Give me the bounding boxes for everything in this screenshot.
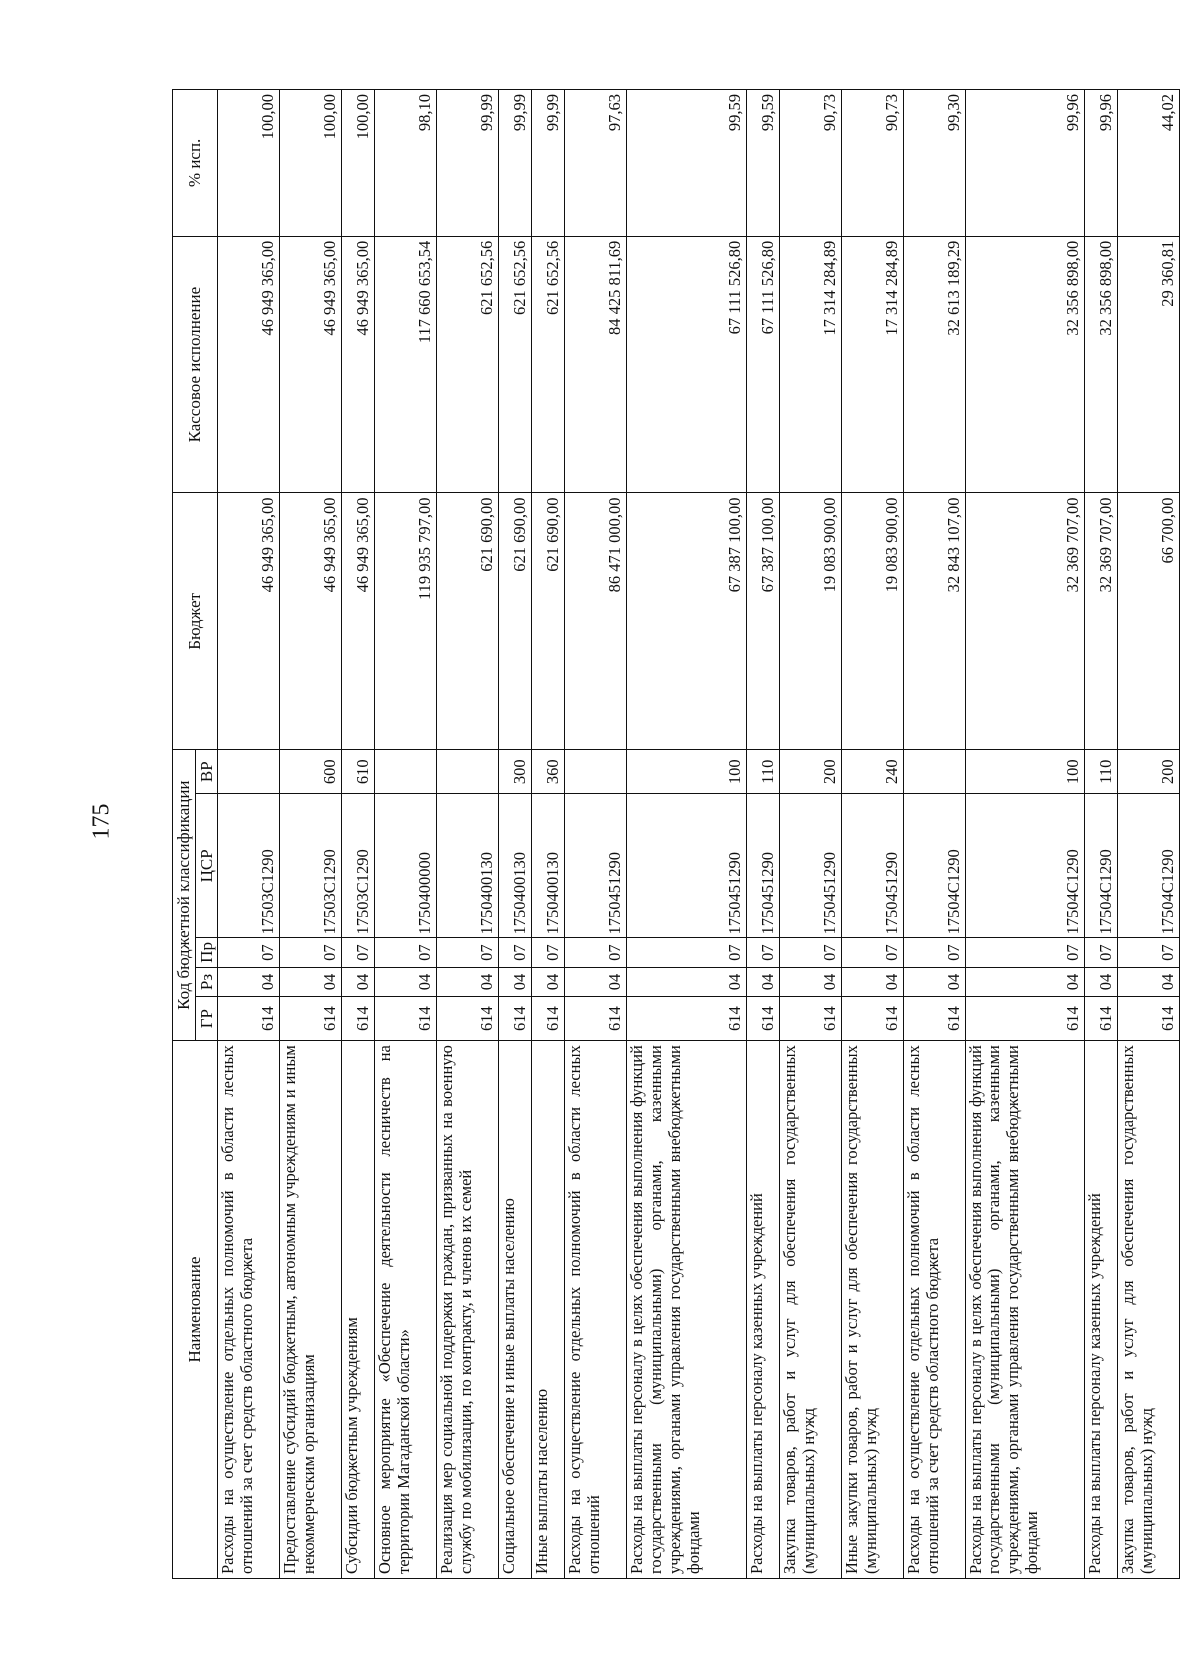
cell-pct: 90,73 (841, 90, 903, 237)
cell-cash: 46 949 365,00 (341, 236, 374, 493)
cell-rz: 04 (627, 967, 746, 996)
cell-pr: 07 (1118, 938, 1180, 967)
cell-rz: 04 (565, 967, 627, 996)
cell-cash: 117 660 653,54 (375, 236, 437, 493)
header-pct: % исп. (173, 90, 218, 237)
cell-cash: 67 111 526,80 (746, 236, 779, 493)
cell-pct: 100,00 (280, 90, 342, 237)
cell-gr: 614 (1084, 997, 1117, 1041)
cell-csr: 1750451290 (779, 794, 841, 938)
table-body (218, 90, 1180, 1579)
cell-budget: 46 949 365,00 (341, 493, 374, 750)
cell-cash: 46 949 365,00 (280, 236, 342, 493)
cell-rz: 04 (437, 967, 499, 996)
table-row (627, 90, 746, 1579)
cell-vr: 110 (1084, 750, 1117, 794)
cell-rz: 04 (903, 967, 965, 996)
cell-gr: 614 (841, 997, 903, 1041)
header-pr: Пр (195, 938, 218, 967)
page-number: 175 (88, 803, 115, 840)
table-row (532, 90, 565, 1579)
table-row (375, 90, 437, 1579)
cell-rz: 04 (218, 967, 280, 996)
cell-pct: 99,99 (437, 90, 499, 237)
cell-rz: 04 (965, 967, 1084, 996)
cell-gr: 614 (565, 997, 627, 1041)
cell-name: Субсидии бюджетным учреждениям (341, 1041, 374, 1579)
cell-vr (437, 750, 499, 794)
cell-gr: 614 (1118, 997, 1180, 1041)
cell-rz: 04 (280, 967, 342, 996)
cell-vr: 600 (280, 750, 342, 794)
cell-csr: 1750400130 (437, 794, 499, 938)
cell-csr: 1750400130 (532, 794, 565, 938)
header-cash: Кассовое исполнение (173, 236, 218, 493)
cell-csr: 17504С1290 (1118, 794, 1180, 938)
cell-vr (218, 750, 280, 794)
header-csr: ЦСР (195, 794, 218, 938)
cell-name: Реализация мер социальной поддержки граждан, призванных на военную службу по мобилизации, по контракту, и членов их семей (437, 1041, 499, 1579)
header-rz: Рз (195, 967, 218, 996)
cell-pr: 07 (280, 938, 342, 967)
cell-csr: 1750451290 (746, 794, 779, 938)
cell-rz: 04 (841, 967, 903, 996)
cell-gr: 614 (532, 997, 565, 1041)
table-row (218, 90, 280, 1579)
table-row (903, 90, 965, 1579)
cell-vr: 240 (841, 750, 903, 794)
header-vr: ВР (195, 750, 218, 794)
cell-gr: 614 (779, 997, 841, 1041)
cell-budget: 32 369 707,00 (1084, 493, 1117, 750)
cell-name: Расходы на выплаты персоналу казенных учреждений (746, 1041, 779, 1579)
cell-pct: 90,73 (779, 90, 841, 237)
header-gr: ГР (195, 997, 218, 1041)
table-row (565, 90, 627, 1579)
cell-pr: 07 (1084, 938, 1117, 967)
cell-rz: 04 (746, 967, 779, 996)
cell-gr: 614 (903, 997, 965, 1041)
cell-name: Расходы на осуществление отдельных полномочий в области лесных отношений (565, 1041, 627, 1579)
cell-budget: 32 369 707,00 (965, 493, 1084, 750)
cell-pr: 07 (565, 938, 627, 967)
cell-csr: 17504С1290 (903, 794, 965, 938)
cell-pr: 07 (437, 938, 499, 967)
cell-pct: 44,02 (1118, 90, 1180, 237)
cell-name: Расходы на выплаты персоналу в целях обеспечения выполнения функций государственными (муниципальными) органами, казенными учреждениями, органами управления государственными внебюджетными фондами (627, 1041, 746, 1579)
cell-budget: 621 690,00 (532, 493, 565, 750)
cell-cash: 17 314 284,89 (779, 236, 841, 493)
table-row (498, 90, 531, 1579)
cell-pct: 99,59 (627, 90, 746, 237)
cell-pr: 07 (218, 938, 280, 967)
cell-rz: 04 (1118, 967, 1180, 996)
cell-cash: 621 652,56 (437, 236, 499, 493)
cell-name: Предоставление субсидий бюджетным, автономным учреждениям и иным некоммерческим организациям (280, 1041, 342, 1579)
cell-vr (565, 750, 627, 794)
cell-budget: 19 083 900,00 (779, 493, 841, 750)
cell-csr: 17503С1290 (280, 794, 342, 938)
table-row (437, 90, 499, 1579)
budget-table (172, 89, 1180, 1579)
cell-budget: 66 700,00 (1118, 493, 1180, 750)
cell-budget: 67 387 100,00 (746, 493, 779, 750)
cell-pct: 99,59 (746, 90, 779, 237)
cell-budget: 67 387 100,00 (627, 493, 746, 750)
cell-csr: 1750451290 (627, 794, 746, 938)
cell-name: Иные закупки товаров, работ и услуг для обеспечения государственных (муниципальных) нужд (841, 1041, 903, 1579)
cell-name: Социальное обеспечение и иные выплаты населению (498, 1041, 531, 1579)
cell-cash: 621 652,56 (498, 236, 531, 493)
cell-csr: 17503С1290 (341, 794, 374, 938)
cell-vr: 100 (627, 750, 746, 794)
cell-name: Расходы на выплаты персоналу казенных учреждений (1084, 1041, 1117, 1579)
cell-pct: 98,10 (375, 90, 437, 237)
cell-vr: 610 (341, 750, 374, 794)
cell-pr: 07 (375, 938, 437, 967)
cell-vr: 110 (746, 750, 779, 794)
cell-pr: 07 (746, 938, 779, 967)
cell-pct: 99,96 (965, 90, 1084, 237)
cell-budget: 32 843 107,00 (903, 493, 965, 750)
cell-vr: 200 (1118, 750, 1180, 794)
cell-name: Иные выплаты населению (532, 1041, 565, 1579)
cell-gr: 614 (218, 997, 280, 1041)
cell-vr: 300 (498, 750, 531, 794)
cell-cash: 32 356 898,00 (1084, 236, 1117, 493)
cell-cash: 46 949 365,00 (218, 236, 280, 493)
cell-rz: 04 (375, 967, 437, 996)
cell-rz: 04 (498, 967, 531, 996)
header-budget: Бюджет (173, 493, 218, 750)
cell-budget: 621 690,00 (498, 493, 531, 750)
cell-cash: 84 425 811,69 (565, 236, 627, 493)
cell-budget: 86 471 000,00 (565, 493, 627, 750)
cell-name: Закупка товаров, работ и услуг для обеспечения государственных (муниципальных) нужд (1118, 1041, 1180, 1579)
cell-rz: 04 (341, 967, 374, 996)
rotated-table-container (172, 89, 1180, 1579)
cell-budget: 621 690,00 (437, 493, 499, 750)
cell-csr: 1750400130 (498, 794, 531, 938)
table-row (965, 90, 1084, 1579)
cell-pr: 07 (627, 938, 746, 967)
cell-cash: 32 356 898,00 (965, 236, 1084, 493)
cell-pct: 100,00 (341, 90, 374, 237)
cell-cash: 29 360,81 (1118, 236, 1180, 493)
cell-gr: 614 (965, 997, 1084, 1041)
cell-pct: 100,00 (218, 90, 280, 237)
cell-cash: 621 652,56 (532, 236, 565, 493)
cell-pr: 07 (903, 938, 965, 967)
header-code-group: Код бюджетной классификации (173, 750, 196, 1041)
cell-csr: 17504С1290 (965, 794, 1084, 938)
cell-gr: 614 (341, 997, 374, 1041)
table-row (1084, 90, 1117, 1579)
table-row (841, 90, 903, 1579)
cell-name: Расходы на выплаты персоналу в целях обеспечения выполнения функций государственными (муниципальными) органами, казенными учреждениями, органами управления государственными внебюджетными фондами (965, 1041, 1084, 1579)
cell-name: Расходы на осуществление отдельных полномочий в области лесных отношений за счет средств областного бюджета (218, 1041, 280, 1579)
cell-cash: 32 613 189,29 (903, 236, 965, 493)
cell-gr: 614 (746, 997, 779, 1041)
cell-pct: 99,96 (1084, 90, 1117, 237)
cell-gr: 614 (280, 997, 342, 1041)
cell-rz: 04 (532, 967, 565, 996)
cell-pr: 07 (841, 938, 903, 967)
cell-gr: 614 (375, 997, 437, 1041)
cell-budget: 46 949 365,00 (280, 493, 342, 750)
cell-pct: 97,63 (565, 90, 627, 237)
table-row (779, 90, 841, 1579)
table-row (1118, 90, 1180, 1579)
cell-pr: 07 (341, 938, 374, 967)
cell-pr: 07 (965, 938, 1084, 967)
cell-csr: 17503С1290 (218, 794, 280, 938)
cell-cash: 67 111 526,80 (627, 236, 746, 493)
cell-budget: 19 083 900,00 (841, 493, 903, 750)
cell-pct: 99,30 (903, 90, 965, 237)
header-name: Наименование (173, 1041, 218, 1579)
cell-budget: 119 935 797,00 (375, 493, 437, 750)
cell-budget: 46 949 365,00 (218, 493, 280, 750)
cell-name: Основное мероприятие «Обеспечение деятельности лесничеств на территории Магаданской области» (375, 1041, 437, 1579)
cell-gr: 614 (498, 997, 531, 1041)
table-row (280, 90, 342, 1579)
cell-gr: 614 (437, 997, 499, 1041)
cell-pct: 99,99 (498, 90, 531, 237)
cell-vr: 100 (965, 750, 1084, 794)
cell-pr: 07 (498, 938, 531, 967)
cell-name: Закупка товаров, работ и услуг для обеспечения государственных (муниципальных) нужд (779, 1041, 841, 1579)
cell-rz: 04 (779, 967, 841, 996)
table-row (746, 90, 779, 1579)
table-row (341, 90, 374, 1579)
cell-pct: 99,99 (532, 90, 565, 237)
cell-pr: 07 (779, 938, 841, 967)
cell-name: Расходы на осуществление отдельных полномочий в области лесных отношений за счет средств областного бюджета (903, 1041, 965, 1579)
cell-csr: 1750451290 (841, 794, 903, 938)
cell-csr: 1750451290 (565, 794, 627, 938)
cell-vr (375, 750, 437, 794)
cell-csr: 1750400000 (375, 794, 437, 938)
cell-rz: 04 (1084, 967, 1117, 996)
cell-gr: 614 (627, 997, 746, 1041)
cell-vr (903, 750, 965, 794)
cell-cash: 17 314 284,89 (841, 236, 903, 493)
cell-csr: 17504С1290 (1084, 794, 1117, 938)
cell-vr: 200 (779, 750, 841, 794)
cell-vr: 360 (532, 750, 565, 794)
cell-pr: 07 (532, 938, 565, 967)
